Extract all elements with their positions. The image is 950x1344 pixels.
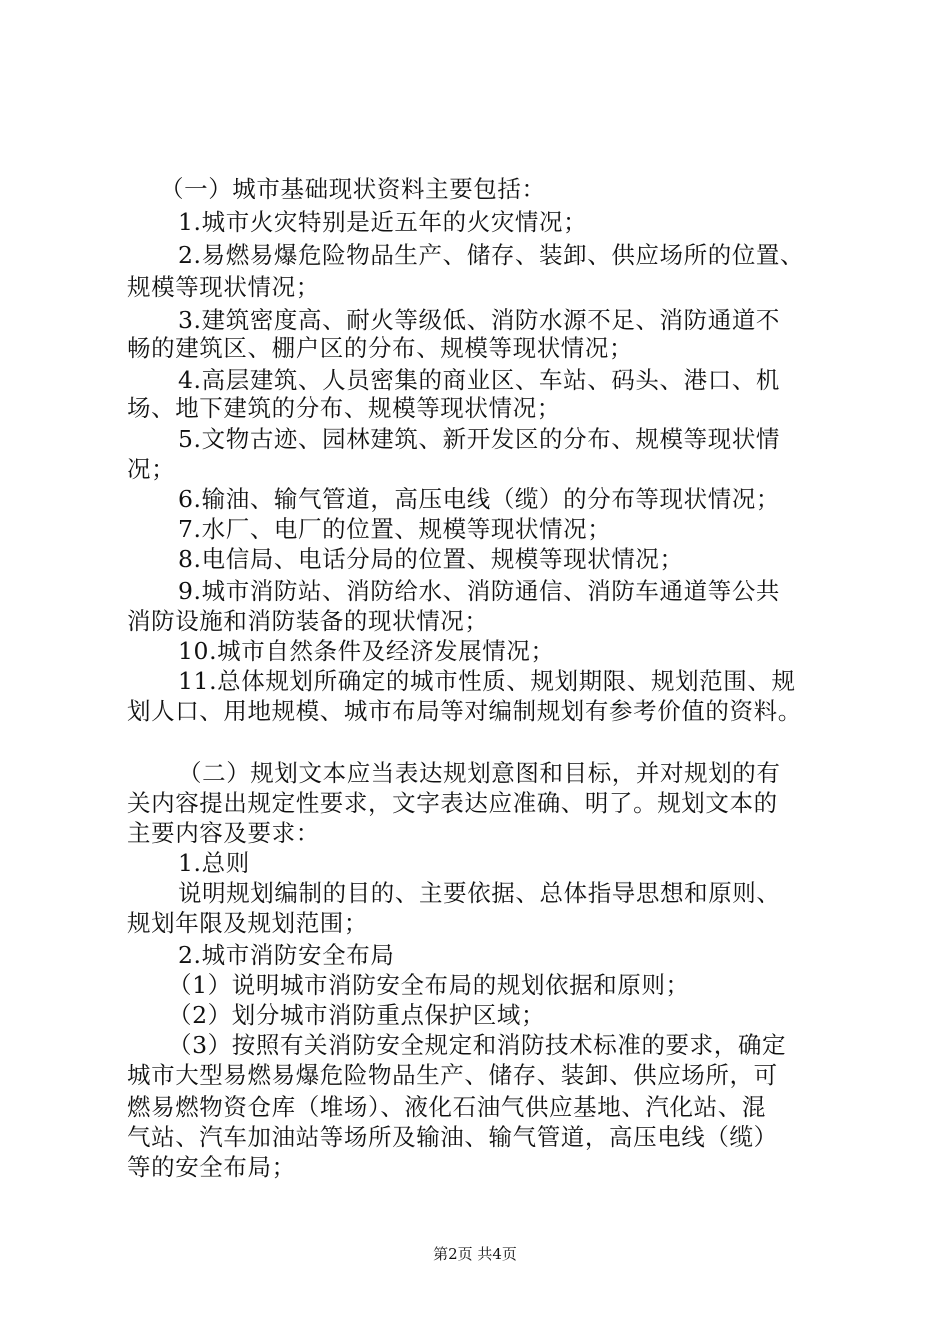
body-text-line: 7.水厂、电厂的位置、规模等现状情况；	[178, 515, 612, 543]
body-text-line: 5.文物古迹、园林建筑、新开发区的分布、规模等现状情	[178, 425, 781, 453]
body-text-line: （3）按照有关消防安全规定和消防技术标准的要求，确定	[168, 1031, 787, 1059]
body-text-line: 11.总体规划所确定的城市性质、规划期限、规划范围、规	[178, 667, 796, 695]
page-footer: 第2页 共4页	[433, 1245, 517, 1263]
body-text-line: 场、地下建筑的分布、规模等现状情况；	[127, 394, 561, 422]
body-text-line: 关内容提出规定性要求，文字表达应准确、明了。规划文本的	[127, 789, 778, 817]
body-text-line: 1.城市火灾特别是近五年的火灾情况；	[178, 208, 588, 236]
body-text-line: 等的安全布局；	[127, 1153, 296, 1181]
body-text-line: 划人口、用地规模、城市布局等对编制规划有参考价值的资料。	[127, 697, 802, 725]
body-text-line: （1）说明城市消防安全布局的规划依据和原则；	[168, 971, 690, 999]
body-text-line: 2.城市消防安全布局	[178, 941, 395, 969]
body-text-line: 况；	[127, 455, 176, 483]
body-text-line: 规划年限及规划范围；	[127, 909, 368, 937]
body-text-line: 消防设施和消防装备的现状情况；	[127, 607, 489, 635]
body-text-line: 说明规划编制的目的、主要依据、总体指导思想和原则、	[178, 879, 781, 907]
body-text-line: 1.总则	[178, 849, 250, 877]
body-text-line: 3.建筑密度高、耐火等级低、消防水源不足、消防通道不	[178, 306, 781, 334]
body-text-line: 主要内容及要求：	[127, 819, 320, 847]
body-text-line: （一）城市基础现状资料主要包括：	[160, 175, 546, 203]
body-text-line: （2）划分城市消防重点保护区域；	[168, 1001, 546, 1029]
body-text-line: 燃易燃物资仓库（堆场）、液化石油气供应基地、汽化站、混	[127, 1093, 766, 1121]
body-text-line: 气站、汽车加油站等场所及输油、输气管道，高压电线（缆）	[127, 1123, 778, 1151]
body-text-line: 6.输油、输气管道，高压电线（缆）的分布等现状情况；	[178, 485, 781, 513]
body-text-line: 8.电信局、电话分局的位置、规模等现状情况；	[178, 545, 684, 573]
body-text-line: 畅的建筑区、棚户区的分布、规模等现状情况；	[127, 334, 634, 362]
body-text-line: 4.高层建筑、人员密集的商业区、车站、码头、港口、机	[178, 366, 781, 394]
body-text-line: 规模等现状情况；	[127, 273, 320, 301]
body-text-line: 城市大型易燃易爆危险物品生产、储存、装卸、供应场所，可	[127, 1061, 778, 1089]
body-text-line: 9.城市消防站、消防给水、消防通信、消防车通道等公共	[178, 577, 781, 605]
body-text-line: （二）规划文本应当表达规划意图和目标，并对规划的有	[178, 759, 781, 787]
body-text-line: 10.城市自然条件及经济发展情况；	[178, 637, 555, 665]
body-text-line: 2.易燃易爆危险物品生产、储存、装卸、供应场所的位置、	[178, 241, 805, 269]
